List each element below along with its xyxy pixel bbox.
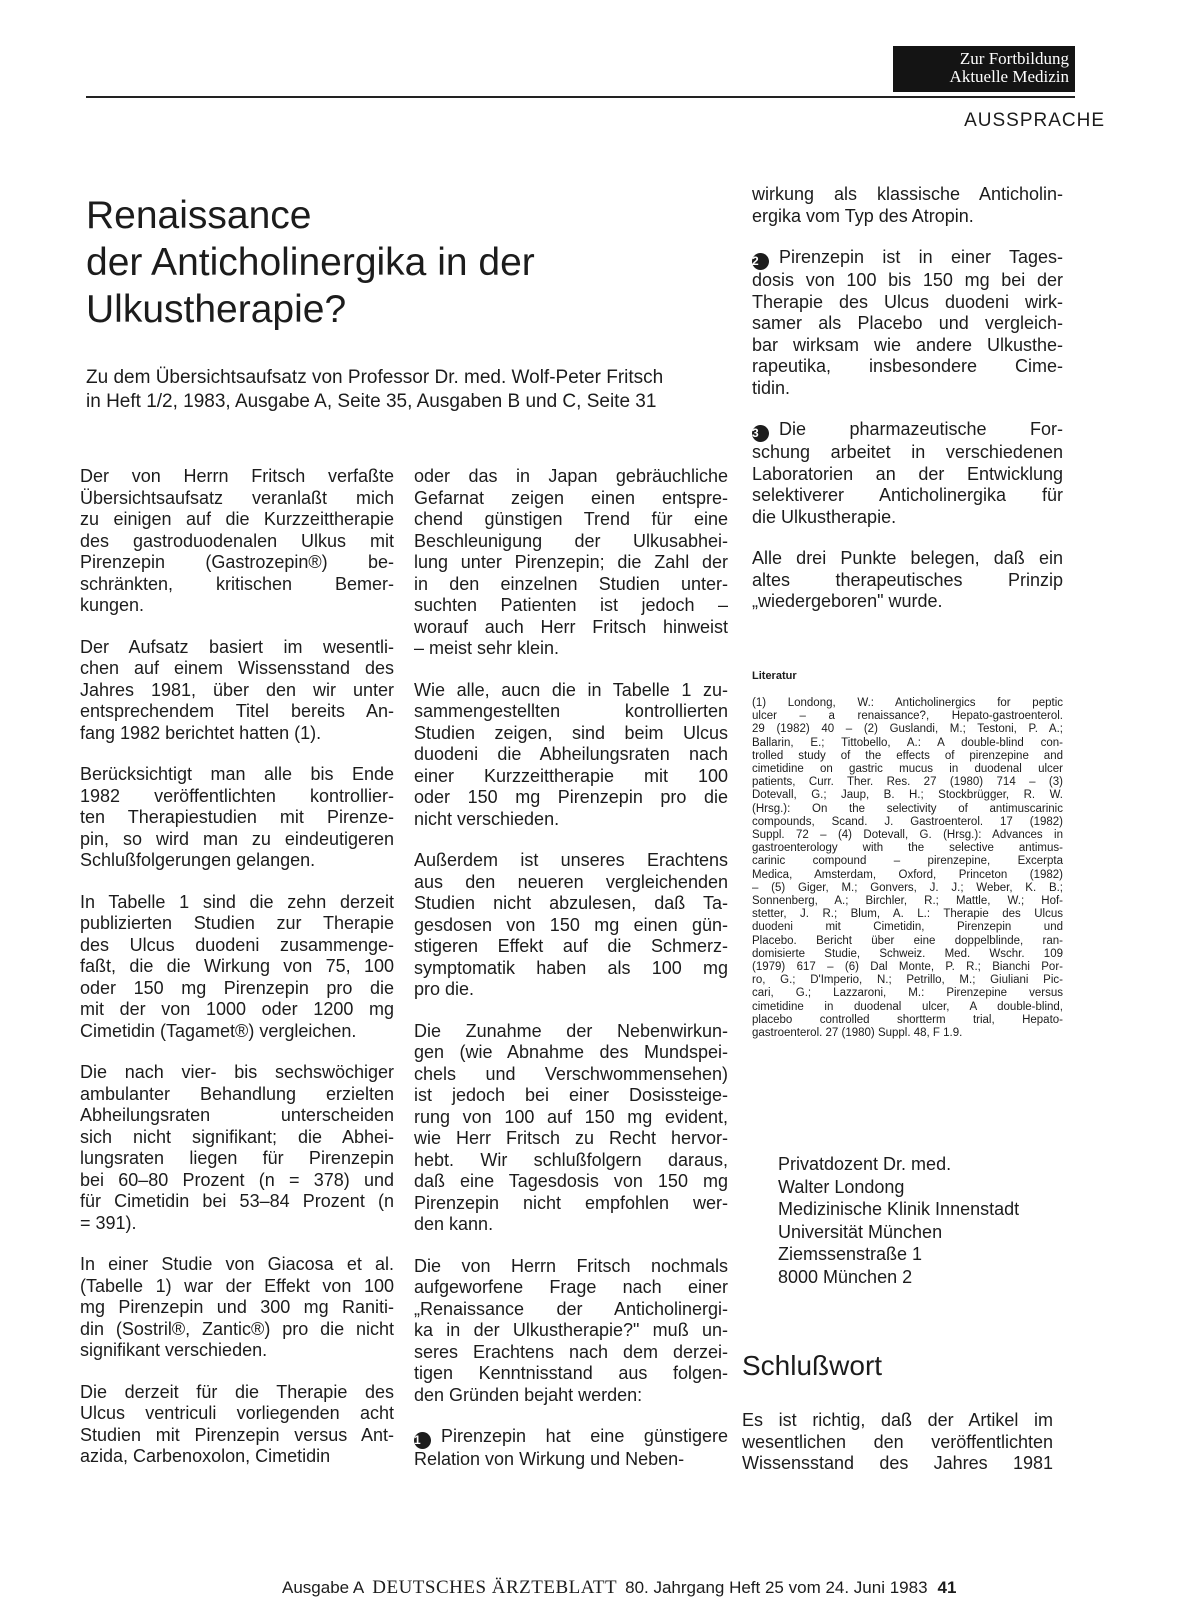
text-line: worauf auch Herr Fritsch hinweist	[414, 616, 728, 637]
paragraph	[414, 680, 728, 831]
closing-paragraph	[742, 1410, 1053, 1475]
numbered-bullet-icon: 2	[752, 253, 769, 270]
rubric-tag	[893, 46, 1075, 92]
text-line: sich nicht signifikant; die Abhei-	[80, 1126, 394, 1147]
reference-line: duodeni mit Cimetidin, Pirenzepin und	[752, 921, 1063, 934]
reference-line: placebo controlled shortterm trial, Hepato-	[752, 1013, 1063, 1026]
text-line	[752, 419, 1063, 442]
text-line: Die nach vier- bis sechswöchiger	[80, 1062, 394, 1082]
text-line: oder das in Japan gebräuchliche	[414, 466, 728, 486]
text-line: bar wirksam wie andere Ulkusthe-	[752, 334, 1063, 355]
text-line: ka in der Ulkustherapie?" muß un-	[414, 1320, 728, 1340]
text-line: lungsraten liegen für Pirenzepin	[80, 1148, 394, 1168]
reference-line: patients, Curr. Ther. Res. 27 (1980) 714 – (3)	[752, 776, 1063, 789]
reference-line: cimetidine in duodenal ulcer, A double-blind,	[752, 1000, 1063, 1013]
page-number: 41	[937, 1578, 957, 1597]
reference-line: cimetidine on gastric mucus in duodenal ulcer	[752, 763, 1063, 776]
paragraph	[752, 247, 1063, 399]
text-line: pro die.	[414, 979, 475, 999]
footer-issue: 80. Jahrgang Heft 25 vom 24. Juni 1983	[625, 1578, 928, 1597]
text-line: Studien nicht abzulesen, daß Ta-	[414, 893, 728, 913]
paragraph	[80, 1382, 394, 1468]
reference-line: ulcer – a renaissance?, Hepato-gastroenterol.	[752, 710, 1063, 723]
text-line: Studien zeigen, sind beim Ulcus	[414, 722, 728, 743]
reference-line: (1979) 617 – (6) Dal Monte, P. R.; Bianchi Por-	[752, 961, 1063, 974]
address-line: Medizinische Klinik Innenstadt	[778, 1199, 1020, 1219]
text-line: aus den neueren vergleichenden	[414, 871, 728, 892]
reference-line: 29 (1982) 40 – (2) Guslandi, M.; Testoni, P. A.;	[752, 723, 1063, 736]
text-line: des gastroduodenalen Ulkus mit	[80, 530, 394, 551]
text-line: Abheilungsraten unterscheiden	[80, 1105, 394, 1125]
text-line: seres Erachtens nach dem derzei-	[414, 1341, 728, 1362]
text-line: daß eine Tagesdosis von 150 mg	[414, 1171, 728, 1191]
text-column-3	[752, 184, 1063, 633]
paragraph	[80, 1254, 394, 1362]
reference-line: Ballarin, E.; Tittobello, A.: A double-blind con-	[752, 736, 1063, 749]
text-line: oder 150 mg Pirenzepin pro die	[414, 787, 728, 807]
subtitle-line: in Heft 1/2, 1983, Ausgabe A, Seite 35, Ausgaben B und C, Seite 31	[86, 391, 657, 412]
title-line: Renaissance	[86, 194, 312, 237]
reference-line: carinic compound – pirenzepine, Excerpta	[752, 855, 1063, 868]
text-line: Es ist richtig, daß der Artikel im	[742, 1410, 1053, 1430]
reference-line: stetter, J. R.; Blum, A. L.: Therapie des Ulcus	[752, 908, 1063, 921]
text-line: – meist sehr klein.	[414, 638, 560, 658]
text-line-content: Die pharmazeutische For-	[779, 419, 1063, 439]
text-line: stigeren Effekt auf die Schmerz-	[414, 936, 728, 956]
text-column-1	[80, 466, 394, 1488]
text-line: Der Aufsatz basiert im wesentli-	[80, 636, 394, 657]
reference-line: Sonnenberg, A.; Birchler, R.; Mattle, W.; Hof-	[752, 895, 1063, 908]
paragraph	[80, 637, 394, 745]
text-line: In Tabelle 1 sind die zehn derzeit	[80, 891, 394, 912]
text-line: entsprechendem Titel bereits An-	[80, 701, 394, 721]
text-line: Jahres 1981, über den wir unter	[80, 679, 394, 700]
text-line: (Tabelle 1) war der Effekt von 100	[80, 1275, 394, 1296]
reference-line: gastroenterology with the selective antimus-	[752, 842, 1063, 855]
reference-line: Medica, Amsterdam, Oxford, Princeton (1982)	[752, 868, 1063, 881]
text-line: Wie alle, aucn die in Tabelle 1 zu-	[414, 679, 728, 700]
text-line: Therapie des Ulcus duodeni wirk-	[752, 291, 1063, 312]
text-line: den Gründen bejaht werden:	[414, 1384, 643, 1405]
text-line: Wissensstand des Jahres 1981	[742, 1453, 1053, 1473]
address-line: Ziemssenstraße 1	[778, 1244, 923, 1264]
text-line	[752, 247, 1063, 270]
text-line: rapeutika, insbesondere Cime-	[752, 356, 1063, 376]
text-line: din (Sostril®, Zantic®) pro die nicht	[80, 1318, 394, 1339]
title-line: Ulkustherapie?	[86, 288, 347, 331]
text-line: Gefarnat zeigen einen entspre-	[414, 487, 728, 508]
text-line: suchten Patienten ist jedoch –	[414, 595, 728, 615]
text-line: zu einigen auf die Kurzzeittherapie	[80, 509, 394, 529]
text-line: mit der von 1000 oder 1200 mg	[80, 999, 394, 1019]
author-address	[778, 1153, 1019, 1288]
reference-line: Suppl. 72 – (4) Dotevall, G. (Hrsg.): Advances in	[752, 829, 1063, 842]
text-line: altes therapeutisches Prinzip	[752, 569, 1063, 590]
paragraph	[80, 892, 394, 1043]
text-line: publizierten Studien zur Therapie	[80, 913, 394, 933]
address-line: Universität München	[778, 1221, 943, 1242]
address-line: Walter Londong	[778, 1176, 905, 1197]
text-line: chend günstigen Trend für eine	[414, 509, 728, 529]
text-line	[414, 1426, 728, 1449]
text-line: ist jedoch bei einer Dosissteige-	[414, 1085, 728, 1105]
paragraph	[414, 466, 728, 660]
footer-journal: DEUTSCHES ÄRZTEBLATT	[372, 1577, 618, 1598]
paragraph	[80, 764, 394, 872]
text-line: sammengestellten kontrollierten	[414, 701, 728, 721]
text-line: den kann.	[414, 1214, 494, 1234]
text-line: einer Kurzzeittherapie mit 100	[414, 765, 728, 786]
reference-line: (Hrsg.): On the selectivity of antimuscarinic	[752, 802, 1063, 815]
header-rule	[86, 96, 1075, 98]
reference-line: (1) Londong, W.: Anticholinergics for peptic	[752, 697, 1063, 709]
subtitle-line: Zu dem Übersichtsaufsatz von Professor Dr. med. Wolf-Peter Fritsch	[86, 367, 664, 388]
text-line: pin, so wird man zu eindeutigeren	[80, 828, 394, 849]
text-line: in den einzelnen Studien unter-	[414, 573, 728, 594]
text-line: gesdosen von 150 mg einen gün-	[414, 914, 728, 935]
text-line: Der von Herrn Fritsch verfaßte	[80, 466, 394, 486]
paragraph	[414, 1021, 728, 1236]
reference-line: domisierte Studie, Schweiz. Med. Wschr. 109	[752, 947, 1063, 960]
text-line: lung unter Pirenzepin; die Zahl der	[414, 552, 728, 572]
text-line: tidin.	[752, 377, 791, 398]
text-line: ten Therapiestudien mit Pirenze-	[80, 807, 394, 827]
text-line: faßt, die die Wirkung von 75, 100	[80, 956, 394, 976]
paragraph	[80, 1062, 394, 1234]
text-line: für Cimetidin bei 53–84 Prozent (n	[80, 1191, 394, 1211]
article-subtitle	[86, 366, 756, 414]
text-line: Übersichtsaufsatz veranlaßt mich	[80, 487, 394, 508]
text-line: „Renaissance der Anticholinergi-	[414, 1298, 728, 1319]
text-line: fang 1982 berichtet hatten (1).	[80, 722, 322, 743]
reference-line: – (5) Giger, M.; Gonvers, J. J.; Weber, K. B.;	[752, 881, 1063, 894]
text-line: Außerdem ist unseres Erachtens	[414, 850, 728, 870]
text-line: „wiedergeboren" wurde.	[752, 591, 943, 611]
text-line: Laboratorien an der Entwicklung	[752, 463, 1063, 484]
paragraph	[752, 548, 1063, 613]
article-title	[86, 192, 726, 333]
text-line: Die derzeit für die Therapie des	[80, 1381, 394, 1402]
page-footer	[282, 1577, 956, 1599]
text-line: ambulanter Behandlung erzielten	[80, 1083, 394, 1104]
text-line: Die Zunahme der Nebenwirkun-	[414, 1020, 728, 1041]
text-line: dosis von 100 bis 150 mg bei der	[752, 270, 1063, 290]
text-line: oder 150 mg Pirenzepin pro die	[80, 977, 394, 998]
text-line: azida, Carbenoxolon, Cimetidin	[80, 1446, 331, 1466]
text-line: aufgeworfene Frage nach einer	[414, 1277, 728, 1297]
text-line: ergika vom Typ des Atropin.	[752, 205, 974, 226]
paragraph	[414, 1426, 728, 1471]
reference-line: Placebo. Bericht über eine doppelblinde, ran-	[752, 934, 1063, 947]
text-line: die Ulkustherapie.	[752, 506, 897, 527]
address-line: Privatdozent Dr. med.	[778, 1154, 952, 1174]
address-line: 8000 München 2	[778, 1266, 913, 1287]
reference-line: gastroenterol. 27 (1980) Suppl. 48, F 1.9.	[752, 1027, 963, 1040]
numbered-bullet-icon: 3	[752, 425, 769, 442]
text-line: nicht verschieden.	[414, 808, 560, 829]
text-line: signifikant verschieden.	[80, 1340, 268, 1360]
text-line: Ulcus ventriculi vorliegenden acht	[80, 1403, 394, 1423]
text-line: selektiverer Anticholinergika für	[752, 485, 1063, 505]
reference-line: cari, G.; Lazzaroni, M.: Pirenzepine versus	[752, 987, 1063, 1000]
literature-list	[752, 697, 1063, 1040]
paragraph	[414, 1256, 728, 1407]
text-line: Cimetidin (Tagamet®) vergleichen.	[80, 1020, 357, 1041]
text-line-content: Pirenzepin ist in einer Tages-	[779, 247, 1063, 267]
paragraph	[80, 466, 394, 617]
text-line: Beschleunigung der Ulkusabhei-	[414, 530, 728, 551]
text-line: mg Pirenzepin und 300 mg Raniti-	[80, 1297, 394, 1317]
text-line: samer als Placebo und vergleich-	[752, 313, 1063, 333]
text-line: schränkten, kritischen Bemer-	[80, 573, 394, 594]
reference-line: ro, G.; D'Imperio, N.; Petrillo, M.; Giuliani Pic-	[752, 974, 1063, 987]
text-line: 1982 veröffentlichten kontrollier-	[80, 785, 394, 806]
numbered-bullet-icon: 1	[414, 1432, 431, 1449]
text-line: Pirenzepin nicht empfohlen wer-	[414, 1192, 728, 1213]
paragraph	[414, 850, 728, 1001]
paragraph	[752, 419, 1063, 528]
paragraph	[752, 184, 1063, 227]
text-line: Berücksichtigt man alle bis Ende	[80, 764, 394, 784]
section-label: AUSSPRACHE	[964, 110, 1105, 131]
text-line: Relation von Wirkung und Neben-	[414, 1449, 685, 1469]
text-line: bei 60–80 Prozent (n = 378) und	[80, 1169, 394, 1190]
literature-heading: Literatur	[752, 670, 797, 682]
text-line: symptomatik haben als 100 mg	[414, 957, 728, 978]
text-line: schung arbeitet in verschiedenen	[752, 442, 1063, 462]
text-line: kungen.	[80, 595, 145, 615]
closing-heading: Schlußwort	[742, 1350, 883, 1381]
text-line: des Ulcus duodeni zusammenge-	[80, 934, 394, 955]
reference-line: Dotevall, G.; Jaup, B. H.; Stockbrügger, R. W.	[752, 789, 1063, 802]
text-line: hebt. Wir schlußfolgern daraus,	[414, 1149, 728, 1170]
text-line: gen (wie Abnahme des Mundspei-	[414, 1042, 728, 1062]
text-line: wirkung als klassische Anticholin-	[752, 184, 1063, 204]
text-line: = 391).	[80, 1212, 137, 1233]
text-line: duodeni die Abheilungsraten nach	[414, 744, 728, 764]
text-column-2	[414, 466, 728, 1491]
text-line: Schlußfolgerungen gelangen.	[80, 850, 316, 870]
rubric-line-1: Zur Fortbildung	[959, 49, 1069, 68]
text-line: chen auf einem Wissensstand des	[80, 658, 394, 678]
text-line: chels und Verschwommensehen)	[414, 1063, 728, 1084]
text-line: Die von Herrn Fritsch nochmals	[414, 1255, 728, 1276]
text-line: tigen Kenntnisstand aus folgen-	[414, 1363, 728, 1383]
text-line: rung von 100 auf 150 mg evident,	[414, 1106, 728, 1127]
text-line: wesentlichen den veröffentlichten	[742, 1431, 1053, 1452]
text-line: Pirenzepin (Gastrozepin®) be-	[80, 552, 394, 572]
title-line: der Anticholinergika in der	[86, 241, 535, 284]
text-line: Alle drei Punkte belegen, daß ein	[752, 548, 1063, 568]
rubric-line-2: Aktuelle Medizin	[949, 67, 1069, 86]
footer-edition: Ausgabe A	[282, 1578, 365, 1597]
text-line: In einer Studie von Giacosa et al.	[80, 1254, 394, 1274]
text-line: Studien mit Pirenzepin versus Ant-	[80, 1424, 394, 1445]
text-line-content: Pirenzepin hat eine günstigere	[441, 1426, 728, 1446]
reference-line: compounds, Scand. J. Gastroenterol. 17 (1982)	[752, 815, 1063, 828]
reference-line: trolled study of the effects of pirenzepine and	[752, 749, 1063, 762]
text-line: wie Herr Fritsch zu Recht hervor-	[414, 1128, 728, 1148]
